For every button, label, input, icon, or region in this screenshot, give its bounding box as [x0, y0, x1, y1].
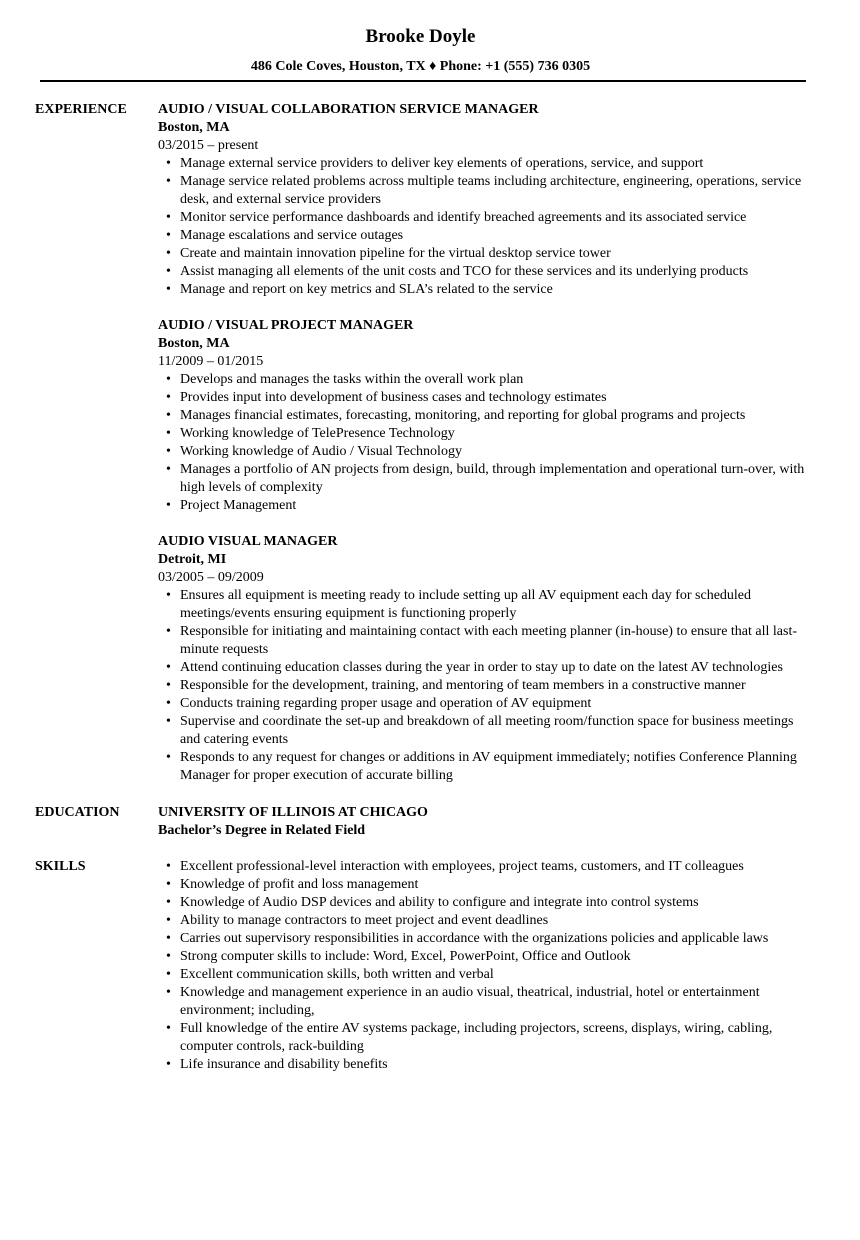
- job-title: AUDIO VISUAL MANAGER: [158, 534, 338, 549]
- education-degree: Bachelor’s Degree in Related Field: [158, 823, 366, 838]
- bullet-item: • Conducts training regarding proper usage and operation of AV equipment: [180, 695, 806, 713]
- job-entry: [158, 317, 806, 515]
- bullet-item: • Ensures all equipment is meeting ready to include setting up all AV equipment each day for scheduled meetings/events ensuring equipment is functioning properly: [180, 587, 806, 623]
- bullet-item: • Responsible for the development, training, and mentoring of team members in a constructive manner: [180, 677, 806, 695]
- skill-item: • Excellent professional-level interaction with employees, project teams, customers, and IT colleagues: [180, 858, 806, 876]
- skill-item: • Knowledge and management experience in an audio visual, theatrical, industrial, hotel or entertainment environment; including,: [180, 984, 806, 1020]
- skills-list: [158, 858, 806, 1074]
- skill-item: • Knowledge of Audio DSP devices and ability to configure and integrate into control systems: [180, 894, 806, 912]
- skill-item: • Life insurance and disability benefits: [180, 1056, 806, 1074]
- header-divider: [40, 80, 806, 82]
- bullet-item: • Create and maintain innovation pipeline for the virtual desktop service tower: [180, 245, 806, 263]
- skill-item: • Ability to manage contractors to meet project and event deadlines: [180, 912, 806, 930]
- bullet-item: • Supervise and coordinate the set-up and breakdown of all meeting room/function space for business meetings and catering events: [180, 713, 806, 749]
- education-body: [158, 804, 806, 840]
- bullet-item: • Project Management: [180, 497, 806, 515]
- bullet-item: • Manage escalations and service outages: [180, 227, 806, 245]
- education-school: UNIVERSITY OF ILLINOIS AT CHICAGO: [158, 805, 428, 820]
- skills-section: [35, 858, 806, 1074]
- bullet-item: • Manages a portfolio of AN projects from design, build, through implementation and operational turn-over, with high levels of complexity: [180, 461, 806, 497]
- bullet-item: • Working knowledge of TelePresence Technology: [180, 425, 806, 443]
- bullet-item: • Monitor service performance dashboards and identify breached agreements and its associated service: [180, 209, 806, 227]
- education-section: [35, 804, 806, 840]
- job-dates: 03/2005 – 09/2009: [158, 570, 264, 585]
- contact-line: 486 Cole Coves, Houston, TX ♦ Phone: +1 (555) 736 0305: [250, 59, 591, 74]
- bullet-item: • Responsible for initiating and maintaining contact with each meeting planner (in-house) to ensure that all last-minute requests: [180, 623, 806, 659]
- skill-item: • Full knowledge of the entire AV systems package, including projectors, screens, displays, wiring, cabling, computer controls, rack-building: [180, 1020, 806, 1056]
- job-bullets: [158, 155, 806, 299]
- bullet-item: • Manage and report on key metrics and SLA’s related to the service: [180, 281, 806, 299]
- job-title: AUDIO / VISUAL COLLABORATION SERVICE MANAGER: [158, 102, 539, 117]
- skill-item: • Excellent communication skills, both written and verbal: [180, 966, 806, 984]
- section-label-education: EDUCATION: [35, 805, 120, 820]
- job-bullets: [158, 371, 806, 515]
- experience-body: [158, 101, 806, 785]
- job-location: Boston, MA: [158, 120, 230, 135]
- bullet-item: • Manage service related problems across multiple teams including architecture, engineering, operations, service desk, and external service providers: [180, 173, 806, 209]
- job-title: AUDIO / VISUAL PROJECT MANAGER: [158, 318, 414, 333]
- skill-item: • Knowledge of profit and loss management: [180, 876, 806, 894]
- bullet-item: • Manages financial estimates, forecasting, monitoring, and reporting for global programs and projects: [180, 407, 806, 425]
- job-location: Boston, MA: [158, 336, 230, 351]
- job-location: Detroit, MI: [158, 552, 227, 567]
- bullet-item: • Responds to any request for changes or additions in AV equipment immediately; notifies Conference Planning Manager for proper execution of accurate billing: [180, 749, 806, 785]
- bullet-item: • Manage external service providers to deliver key elements of operations, service, and support: [180, 155, 806, 173]
- bullet-item: • Working knowledge of Audio / Visual Technology: [180, 443, 806, 461]
- bullet-item: • Assist managing all elements of the unit costs and TCO for these services and its underlying products: [180, 263, 806, 281]
- skill-item: • Strong computer skills to include: Word, Excel, PowerPoint, Office and Outlook: [180, 948, 806, 966]
- job-entry: [158, 533, 806, 785]
- job-bullets: [158, 587, 806, 785]
- bullet-item: • Attend continuing education classes during the year in order to stay up to date on the latest AV technologies: [180, 659, 806, 677]
- job-dates: 11/2009 – 01/2015: [158, 354, 264, 369]
- bullet-item: • Provides input into development of business cases and technology estimates: [180, 389, 806, 407]
- job-dates: 03/2015 – present: [158, 138, 259, 153]
- candidate-name: Brooke Doyle: [365, 26, 476, 47]
- job-entry: [158, 101, 806, 299]
- section-label-experience: EXPERIENCE: [35, 102, 127, 117]
- skills-body: [158, 858, 806, 1074]
- resume-header: [35, 0, 806, 76]
- experience-section: [35, 101, 806, 785]
- skill-item: • Carries out supervisory responsibilities in accordance with the organizations policies and applicable laws: [180, 930, 806, 948]
- bullet-item: • Develops and manages the tasks within the overall work plan: [180, 371, 806, 389]
- section-label-skills: SKILLS: [35, 859, 86, 874]
